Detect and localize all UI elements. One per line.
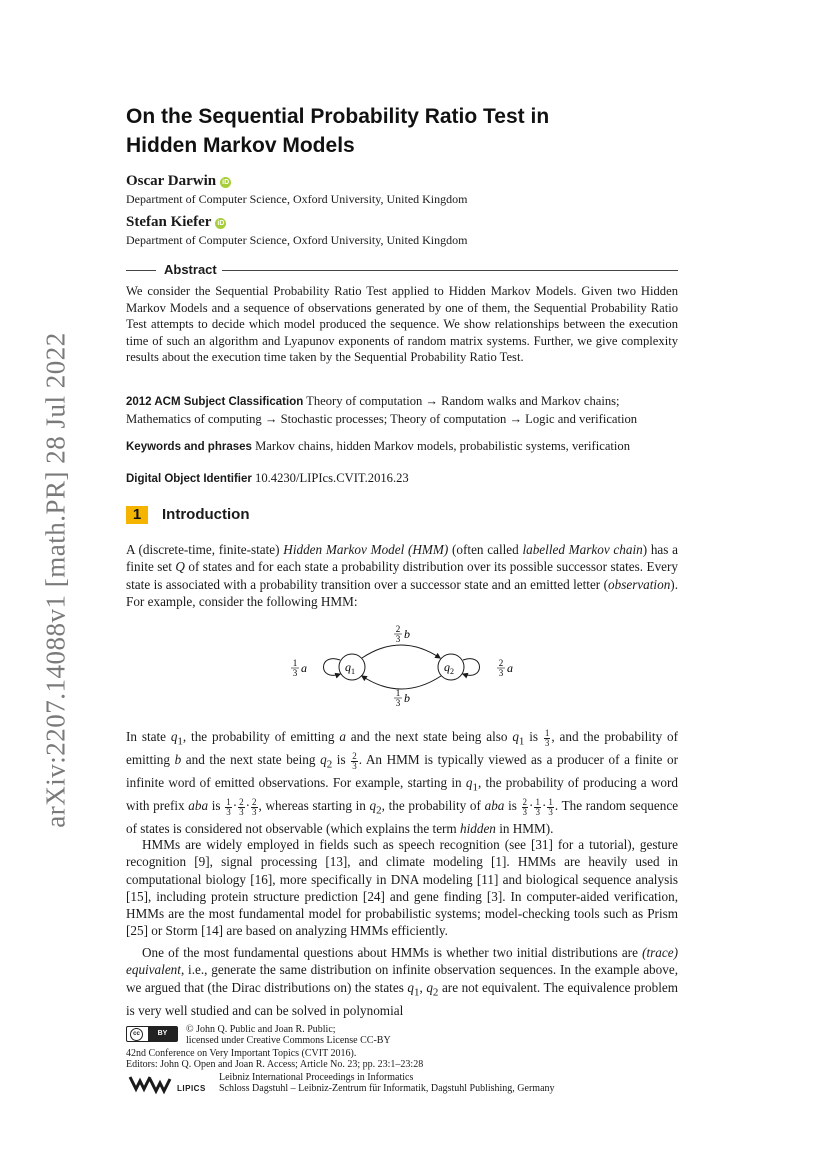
lipics-label: LIPICS — [177, 1084, 206, 1094]
state-q1-label: $q_1$ — [345, 660, 355, 676]
state-q2-label: $q_2$ — [444, 660, 454, 676]
intro-paragraph-3: HMMs are widely employed in fields such as speech recognition (see [31] for a tutorial), gesture recognition [9], signal processing [13], and climate modeling [1]. HMMs are heavily used in computational biology [16], more specifically in DNA modeling [11] and biological sequence analysis [15], including protein structure prediction [24] and gene finding [3]. In computer-aided verification, HMMs are the most fundamental model for probabilistic systems; model-checking tools such as Prism [25] or Storm [14] are based on analyzing HMMs efficiently. — [126, 837, 678, 939]
svg-text:a: a — [507, 661, 513, 675]
footer-publisher: LIPICS Schloss Dagstuhl – Leibniz-Zentrum für Informatik, Dagstuhl Publishing, Germany — [177, 1083, 555, 1095]
loop-q2 — [463, 659, 480, 676]
edge-q1-q2 — [362, 645, 440, 658]
keywords — [126, 438, 678, 456]
doi-value[interactable]: 10.4230/LIPIcs.CVIT.2016.23 — [255, 471, 409, 485]
doi-label: Digital Object Identifier — [126, 473, 252, 485]
creative-commons-badge — [126, 1026, 178, 1042]
arxiv-sidebar-stamp: arXiv:2207.14088v1 [math.PR] 28 Jul 2022 — [40, 332, 71, 828]
svg-text:b: b — [404, 627, 410, 641]
paper-title — [126, 102, 678, 160]
abstract-text: We consider the Sequential Probability Ratio Test applied to Hidden Markov Models. Given two Hidden Markov Models and a sequence of observations generated by one of them, the Sequential Probability Ratio Test attempts to decide which model produced the sequence. We show relationships between the execution time of such an algorithm and Lyapunov exponents of random matrix systems. Further, we give complexity results about the execution time taken by the Sequential Probability Ratio Test. — [126, 284, 678, 365]
loop-q1 — [324, 659, 341, 676]
abstract-heading: Abstract — [160, 262, 221, 277]
svg-text:1: 1 — [292, 658, 298, 668]
section-title: Introduction — [162, 506, 250, 523]
footer-publisher-block — [177, 1072, 555, 1095]
title-line-2: Hidden Markov Models — [126, 134, 355, 157]
keywords-label: Keywords and phrases — [126, 441, 252, 453]
orcid-icon[interactable]: iD — [217, 220, 225, 227]
svg-text:2: 2 — [395, 624, 401, 634]
svg-text:1: 1 — [395, 688, 401, 698]
hmm-diagram — [280, 620, 520, 720]
author-name: Stefan Kiefer — [126, 214, 212, 230]
author-name: Oscar Darwin — [126, 173, 217, 189]
svg-text:3: 3 — [498, 668, 504, 678]
edge-q2-q1 — [362, 676, 441, 689]
doi — [126, 470, 678, 488]
author-block-1 — [126, 170, 678, 207]
rule-right — [222, 270, 678, 271]
intro-paragraph-2: In state $q_1$, the probability of emitting a and the next state being also $q_1$ is $\frac{1}{3}$ , and the probability of emitting b and the next state being $q_2$ is $\frac{2}{3}$ . An HMM is typically viewed as a producer of a finite or infinite word of emitted observations. For example, starting in $q_1$, the probability of producing a word with prefix aba is $\frac{1}{3}$ · $\frac{2}{3}$ · $\frac{2}{3}$ , whereas starting in $q_2$, the probability of aba is $\frac{2}{3}$ · $\frac{1}{3}$ · $\frac{1}{3}$ . The random sequence of states is considered not observable (which explains the term hidden in HMM). — [126, 727, 679, 836]
orcid-icon[interactable]: iD — [222, 179, 230, 186]
intro-paragraph-4: One of the most fundamental questions about HMMs is whether two initial distributions are (trace) equivalent, i.e., generate the same distribution on infinite observation sequences. In the example above, we argued that (the Dirac distributions on) the states $q_1$, $q_2$ are not equivalent. The equivalence problem is very well studied and can be solved in polynomial — [126, 945, 678, 1018]
footer-conference-block — [126, 1048, 423, 1070]
author-affiliation: Department of Computer Science, Oxford University, United Kingdom — [126, 192, 468, 206]
by-icon: BY — [148, 1027, 177, 1041]
svg-text:3: 3 — [292, 668, 298, 678]
title-line-1: On the Sequential Probability Ratio Test in — [126, 105, 550, 128]
author-affiliation: Department of Computer Science, Oxford University, United Kingdom — [126, 233, 468, 247]
abstract-heading-rule — [126, 262, 678, 278]
acm-value: Theory of computation → Random walks and Markov chains; Mathematics of computing → Stochastic processes; Theory of computation → Logic and verification — [126, 394, 638, 426]
loop-label-q1 — [291, 658, 307, 678]
svg-text:3: 3 — [395, 698, 401, 708]
edge-label-top — [394, 624, 410, 644]
acm-classification — [126, 393, 678, 428]
rule-left — [126, 270, 156, 271]
author-block-2 — [126, 211, 678, 248]
section-number: 1 — [126, 506, 148, 524]
edge-label-bottom — [394, 688, 410, 708]
lipics-logo-icon — [128, 1073, 176, 1095]
footer-series: Leibniz International Proceedings in Informatics — [219, 1072, 414, 1083]
footer-license-text: licensed under Creative Commons License CC-BY — [186, 1035, 391, 1047]
footer-conference: 42nd Conference on Very Important Topics (CVIT 2016). — [126, 1048, 357, 1059]
intro-paragraph-1: A (discrete-time, finite-state) Hidden Markov Model (HMM) (often called labelled Markov chain) has a finite set Q of states and for each state a probability distribution over its possible successor states. Every state is associated with a probability transition over a successor state and an emitted letter (observation). For example, consider the following HMM: — [126, 542, 678, 609]
keywords-value: Markov chains, hidden Markov models, probabilistic systems, verification — [255, 439, 631, 453]
acm-label: 2012 ACM Subject Classification — [126, 396, 304, 408]
svg-text:b: b — [404, 691, 410, 705]
svg-text:3: 3 — [395, 634, 401, 644]
svg-text:2: 2 — [498, 658, 504, 668]
section-heading — [126, 506, 678, 524]
footer-editors: Editors: John Q. Open and Joan R. Access; Article No. 23; pp. 23:1–23:28 — [126, 1059, 424, 1071]
cc-icon: cc — [130, 1028, 143, 1041]
loop-label-q2 — [497, 658, 513, 678]
footer-copyright: © John Q. Public and Joan R. Public; — [186, 1024, 336, 1035]
footer-license — [186, 1024, 391, 1046]
svg-text:a: a — [301, 661, 307, 675]
